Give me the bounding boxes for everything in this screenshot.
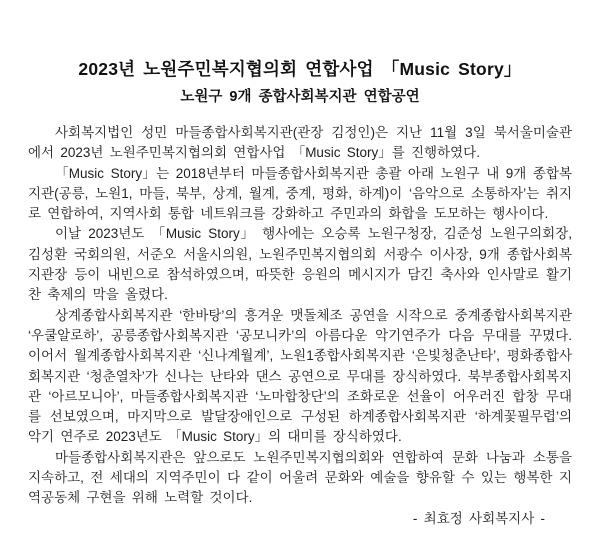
document-body: [28, 123, 572, 509]
document-title: 2023년 노원주민복지협의회 연합사업 「Music Story」: [78, 59, 522, 79]
signature-line: - 최효정 사회복지사 -: [412, 510, 545, 526]
document-subtitle: 노원구 9개 종합사회복지관 연합공연: [180, 89, 420, 105]
paragraph-intro: 사회복지법인 성민 마들종합사회복지관(관장 김정인)은 지난 11월 3일 북서울미술관에서 2023년 노원주민복지협의회 연합사업 「Music Story」를 진행하였다.: [28, 125, 572, 161]
paragraph-performances: 상계종합사회복지관 ‘한바탕’의 흥겨운 맷돌체조 공연을 시작으로 중계종합사회복지관 ‘우쿨알로하’, 공릉종합사회복지관 ‘공모니카’의 아름다운 악기연주가 다음 무대를 꾸몄다. 이어서 월계종합사회복지관 ‘신나계월계’, 노원1종합사회복지관 ‘은빛청춘난타’, 평화종합사회복지관 ‘청춘열차’가 신나는 난타와 댄스 공연으로 무대를 장식하였다. 북부종합사회복지관 ‘아르모니아’, 마들종합사회복지관 ‘노마합창단’의 조화로운 선율이 어우러진 합창 무대를 선보였으며, 마지막으로 발달장애인으로 구성된 하계종합사회복지관 ‘하계꽃필무렵’의 악기 연주로 2023년도 「Music Story」의 대미를 장식하였다.: [28, 307, 572, 445]
paragraph-guests: 이날 2023년도 「Music Story」 행사에는 오승록 노원구청장, 김준성 노원구의회장, 김성환 국회의원, 서준오 서울시의원, 노원주민복지협의회 서광수 이사장, 9개 종합사회복지관장 등이 내빈으로 참석하였으며, 따뜻한 응원의 메시지가 담긴 축사와 인사말로 활기찬 축제의 막을 올렸다.: [28, 226, 572, 303]
paragraph-closing: 마들종합사회복지관은 앞으로도 노원주민복지협의회와 연합하여 문화 나눔과 소통을 지속하고, 전 세대의 지역주민이 다 같이 어울려 문화와 예술을 향유할 수 있는 행복한 지역공동체 구현을 위해 노력할 것이다.: [28, 449, 572, 506]
paragraph-background: 「Music Story」는 2018년부터 마들종합사회복지관 총괄 아래 노원구 내 9개 종합복지관(공릉, 노원1, 마들, 북부, 상계, 월계, 중계, 평화, 하계)이 ‘음악으로 소통하자’는 취지로 연합하여, 지역사회 통합 네트워크를 강화하고 주민과의 화합을 도모하는 행사이다.: [28, 165, 572, 222]
